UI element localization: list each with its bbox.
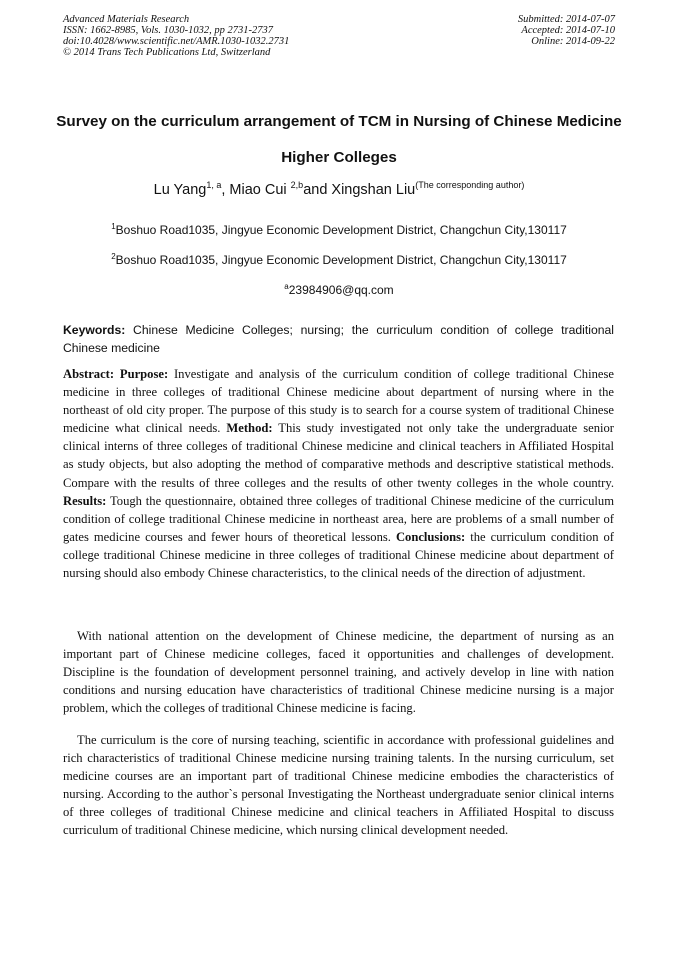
conclusions-text: the curriculum condition of college traditional Chinese medicine in three colleges of traditional Chinese medicine about department of nursing should also embody Chinese characteristics, to the clinical needs of the direction of adjustment. bbox=[63, 529, 614, 581]
method-label: Method: bbox=[226, 421, 273, 436]
affiliation-mark: 2 bbox=[111, 252, 116, 261]
method-text: This study investigated not only take the undergraduate senior clinical interns of three colleges of traditional Chinese medicine and clinical teachers in Affiliated Hospital as study objects, but also adopting the method of comparative methods and descriptive statistical methods. Compare with the results of three colleges and the results of other twenty colleges in the whole country. bbox=[63, 421, 614, 490]
online-date: Online: 2014-09-22 bbox=[531, 36, 615, 47]
publication-dates bbox=[518, 14, 615, 47]
corresponding-author-note: (The corresponding author) bbox=[415, 180, 525, 190]
body-paragraph-1: With national attention on the development of Chinese medicine, the department of nursing as an important part of Chinese medicine colleges, faced it opportunities and challenges of development. Discipline is the foundation of development personnel training, and actively develop in line with nation conditions and nursing education have characteristics of traditional Chinese medicine nursing is a major problem, which the colleges of traditional Chinese medicine is facing. bbox=[63, 629, 614, 716]
copyright-line: © 2014 Trans Tech Publications Ltd, Switzerland bbox=[63, 47, 271, 58]
author-affiliation-mark: 1, a bbox=[206, 180, 222, 190]
affiliation-mark: 1 bbox=[111, 222, 116, 231]
results-text: Tough the questionnaire, obtained three colleges of traditional Chinese medicine of the curriculum condition of college traditional Chinese medicine in northeast area, here are problems of a small number of gates medicine courses and fewer hours of theoretical lessons. bbox=[63, 493, 614, 544]
journal-info bbox=[63, 14, 289, 58]
abstract-label: Abstract: bbox=[63, 367, 115, 381]
affiliation-1 bbox=[0, 222, 678, 237]
author-affiliation-mark: 2,b bbox=[290, 180, 304, 190]
submitted-date: Submitted: 2014-07-07 bbox=[517, 14, 615, 25]
affiliation-2 bbox=[0, 252, 678, 267]
purpose-label: Purpose: bbox=[119, 367, 169, 381]
author-name: Lu Yang bbox=[153, 182, 207, 198]
body-paragraph-2: The curriculum is the core of nursing teaching, scientific in accordance with professional guidelines and rich characteristics of traditional Chinese medicine nursing training talents. In the nursing curriculum, set medicine courses are an important part of traditional Chinese medicine embodies the characteristics of nursing. According to the author`s personal Investigating the Northeast undergraduate senior clinical interns of three colleges of traditional Chinese medicine and clinical teachers in Affiliated Hospital to discuss curriculum of traditional Chinese medicine, which nursing clinical development needed. bbox=[63, 733, 614, 838]
accepted-date: Accepted: 2014-07-10 bbox=[521, 25, 615, 36]
affiliation-text: Boshuo Road1035, Jingyue Economic Development District, Changchun City,130117 bbox=[115, 223, 567, 237]
paper-title: Survey on the curriculum arrangement of TCM in Nursing of Chinese Medicine Higher Colleges bbox=[56, 113, 622, 166]
keywords-label: Keywords: bbox=[63, 323, 126, 337]
affiliation-mark: a bbox=[284, 282, 289, 291]
keywords bbox=[63, 321, 614, 357]
results-label: Results: bbox=[63, 493, 107, 508]
purpose-text: Investigate and analysis of the curriculum condition of college traditional Chinese medicine in three colleges of traditional Chinese medicine about department of nursing where in the northeast of old city proper. The purpose of this study is to search for a course system of traditional Chinese medicine what clinical needs. bbox=[63, 367, 614, 436]
author-name: and Xingshan Liu bbox=[303, 182, 416, 198]
keywords-text: Chinese Medicine Colleges; nursing; the curriculum condition of college traditional Chinese medicine bbox=[63, 323, 614, 355]
abstract bbox=[63, 365, 614, 582]
affiliation-text: Boshuo Road1035, Jingyue Economic Development District, Changchun City,130117 bbox=[115, 253, 567, 267]
conclusions-label: Conclusions: bbox=[395, 529, 466, 544]
author-email bbox=[0, 282, 678, 297]
journal-name: Advanced Materials Research bbox=[63, 14, 190, 25]
email-text: 23984906@qq.com bbox=[288, 283, 394, 297]
author-name: , Miao Cui bbox=[221, 182, 291, 198]
author-line bbox=[0, 180, 678, 198]
issn-line: ISSN: 1662-8985, Vols. 1030-1032, pp 2731-2737 bbox=[63, 25, 273, 36]
doi-line: doi:10.4028/www.scientific.net/AMR.1030-1032.2731 bbox=[63, 36, 290, 47]
